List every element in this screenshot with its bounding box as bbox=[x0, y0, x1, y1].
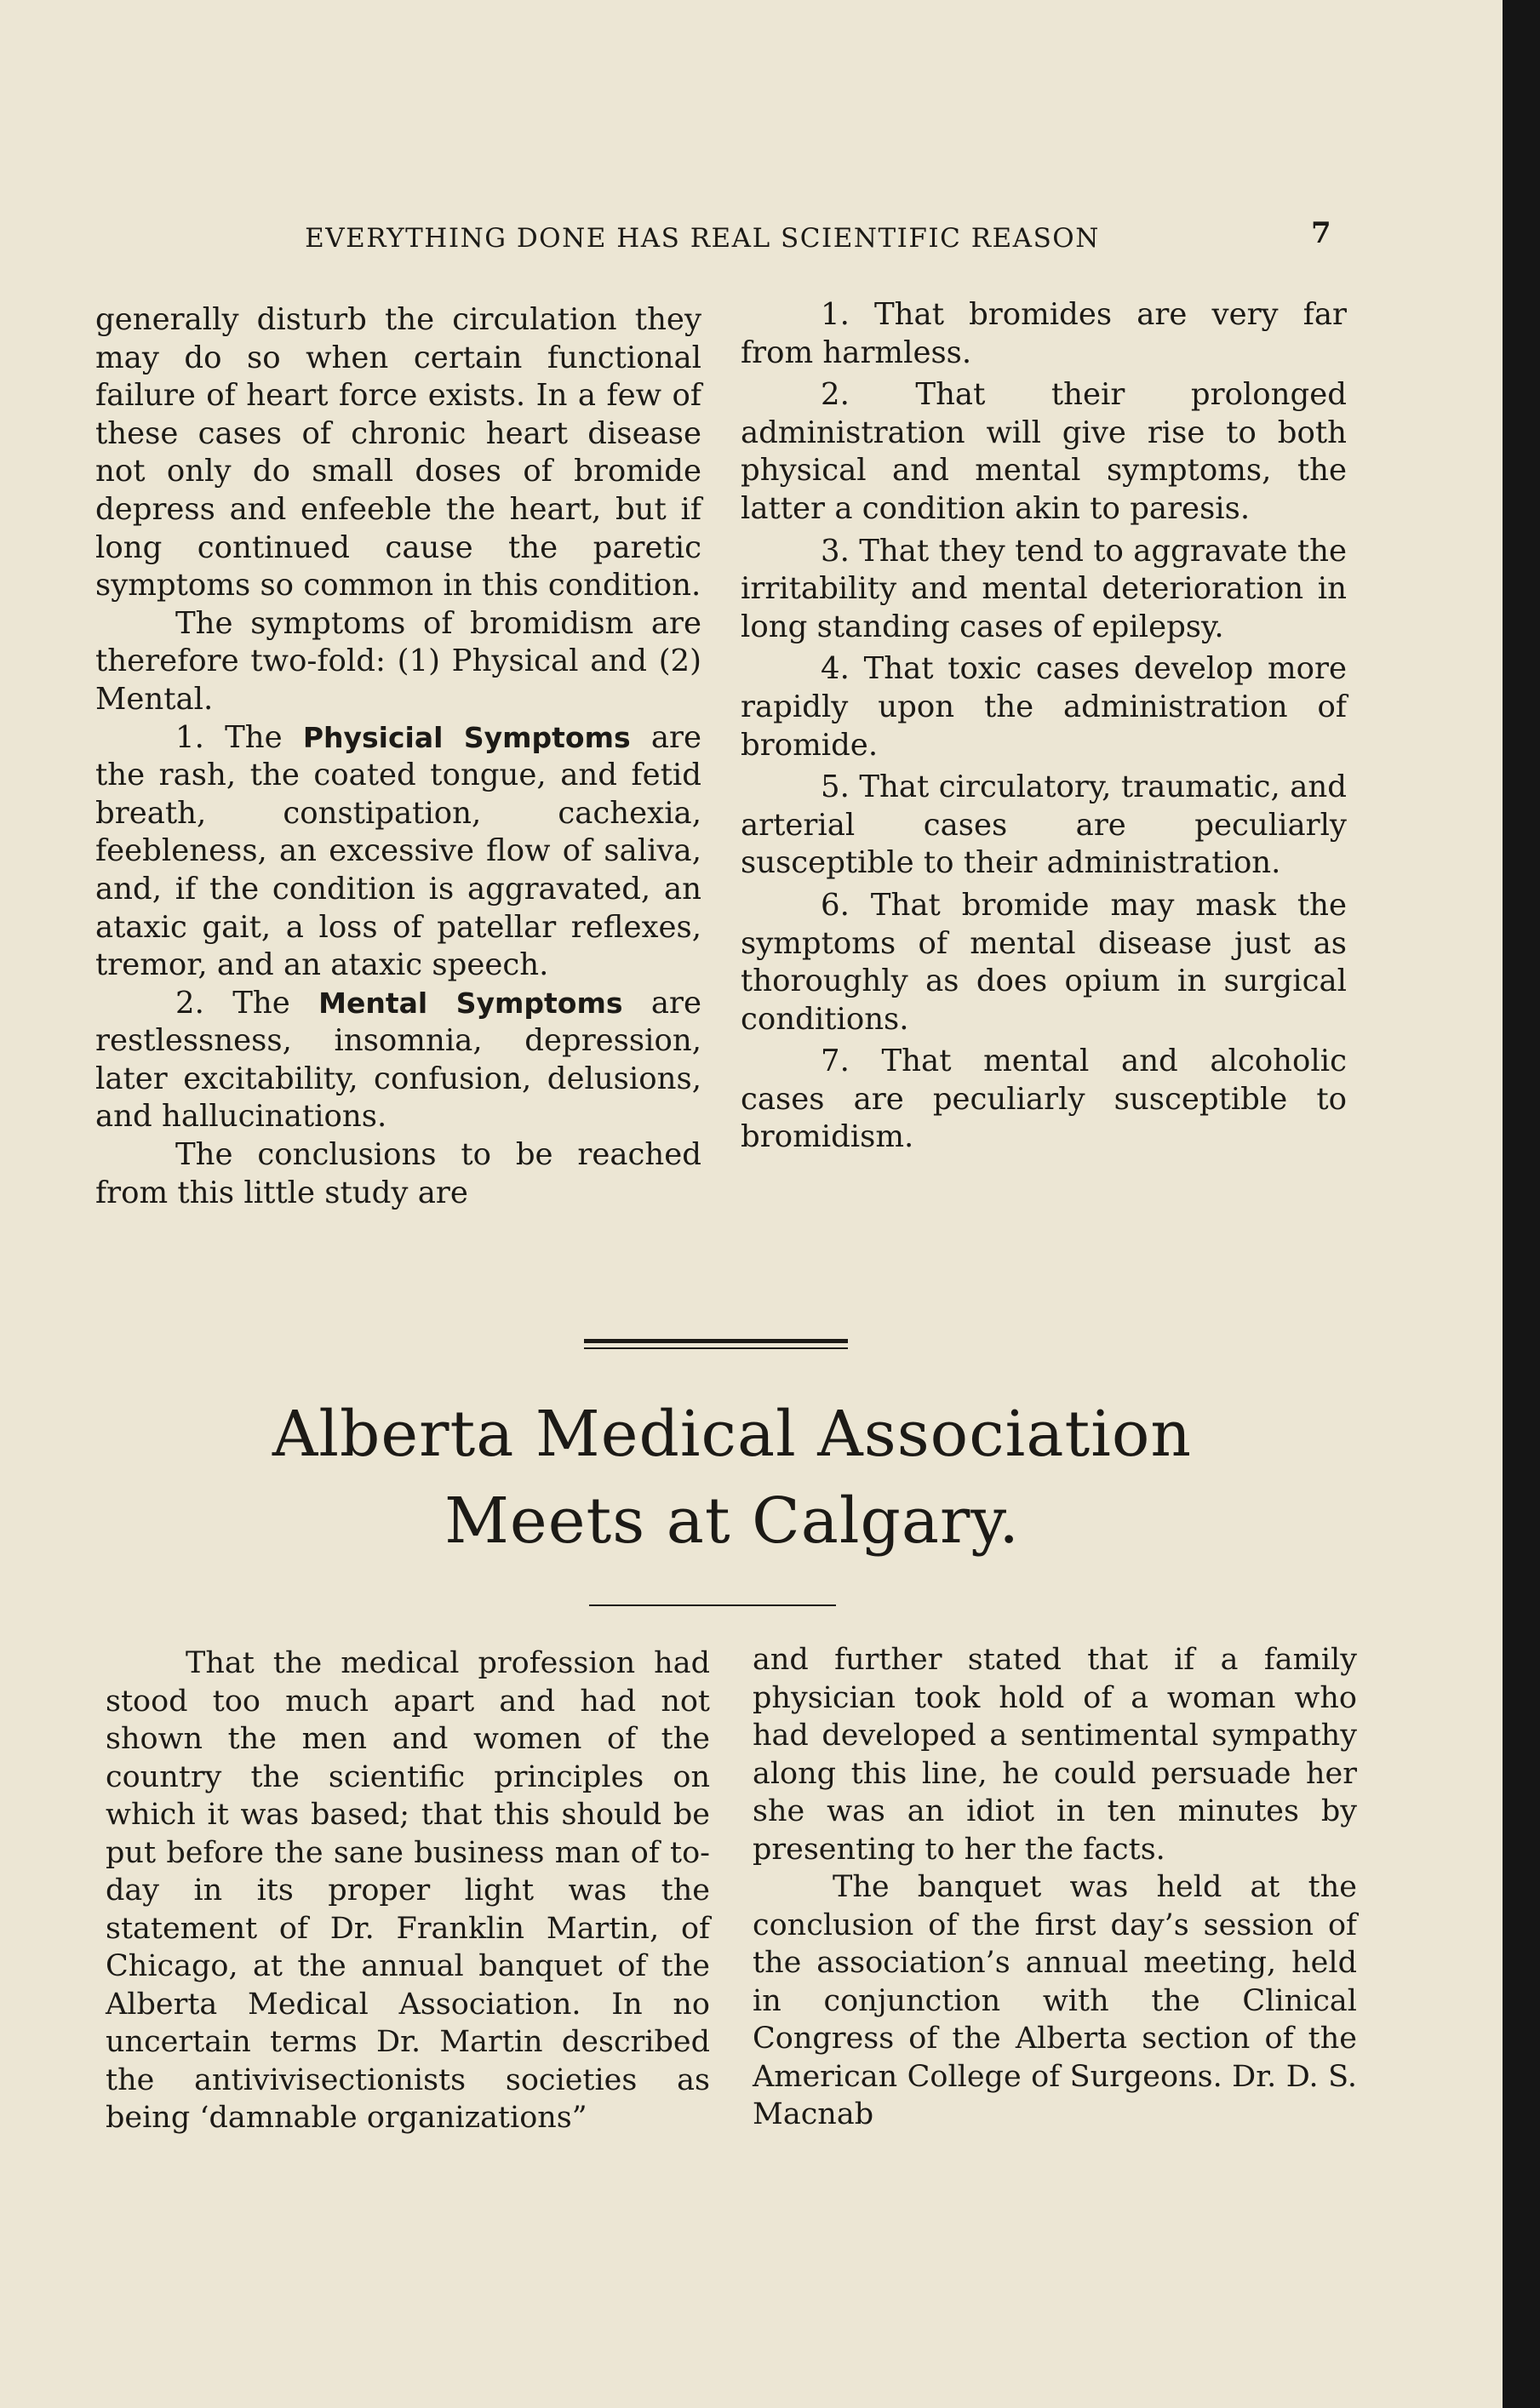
top-right-column-conclusions bbox=[741, 296, 1347, 1161]
conclusion-item: 6. That bromide may mask the symptoms of mental disease just as thoroughly as does opium in surgical conditions. bbox=[741, 887, 1347, 1037]
mental-symptoms-paragraph bbox=[95, 985, 701, 1136]
paragraph: The symptoms of bromidism are therefore two-fold: (1) Physical and (2) Mental. bbox=[95, 605, 701, 717]
top-left-column bbox=[95, 301, 701, 1212]
item-prefix: 2. The bbox=[175, 985, 319, 1021]
conclusion-item: 7. That mental and alcoholic cases are peculiarly susceptible to bromidism. bbox=[741, 1044, 1347, 1155]
page-number: 7 bbox=[1311, 216, 1331, 250]
paragraph: The conclusions to be reached from this little study are bbox=[95, 1137, 701, 1210]
physical-symptoms-paragraph bbox=[95, 719, 701, 985]
paragraph: and further stated that if a family physician took hold of a woman who had developed a sentimental sympathy along this line, he could persuade her she was an idiot in ten minutes by presenting to her the facts. bbox=[753, 1643, 1357, 1867]
scan-background-edge bbox=[1503, 0, 1540, 2408]
article-left-column bbox=[106, 1644, 710, 2137]
running-header-title: EVERYTHING DONE HAS REAL SCIENTIFIC REASON bbox=[305, 223, 1100, 254]
article-right-column bbox=[753, 1641, 1357, 2134]
item-text: are the rash, the coated tongue, and fetid breath, constipation, cachexia, feebleness, an excessive flow of saliva, and, if the condition is aggravated, an ataxic gait, a loss of patellar reflexes, tremor, and an ataxic speech. bbox=[95, 719, 701, 983]
paragraph: That the medical profession had stood too much apart and had not shown the men and women of the country the scientific principles on which it was based; that this should be put before the sane business man of to-day in its proper light was the statement of Dr. Franklin Martin, of Chicago, at the annual banquet of the Alberta Medical Association. In no uncertain terms Dr. Martin described the antivivisectionists societies as being ‘damnable organizations” bbox=[106, 1646, 710, 2135]
conclusion-item: 2. That their prolonged administration will give rise to both physical and mental symptoms, the latter a condition akin to paresis. bbox=[741, 377, 1347, 526]
paragraph: generally disturb the circulation they may do so when certain functional failure of heart force exists. In a few of these cases of chronic heart disease not only do small doses of bromide depress and enfeeble the heart, but if long continued cause the paretic symptoms so common in this condition. bbox=[95, 302, 701, 603]
mental-symptoms-heading: Mental Symptoms bbox=[318, 986, 623, 1020]
item-text: are restlessness, insomnia, depression, later excitability, confusion, delusions, and hallucinations. bbox=[95, 985, 701, 1135]
article-headline-line-2: Meets at Calgary. bbox=[444, 1484, 1020, 1558]
paragraph: The banquet was held at the conclusion of the first day’s session of the association’s annual meeting, held in conjunction with the Clinical Congress of the Alberta section of the American College of Surgeons. Dr. D. S. Macnab bbox=[753, 1870, 1357, 2131]
conclusion-item: 4. That toxic cases develop more rapidly upon the administration of bromide. bbox=[741, 651, 1347, 763]
conclusion-item: 1. That bromides are very far from harmless. bbox=[741, 297, 1347, 370]
article-headline-line-1: Alberta Medical Association bbox=[272, 1398, 1193, 1471]
conclusion-item: 3. That they tend to aggravate the irritability and mental deterioration in long standing cases of epilepsy. bbox=[741, 533, 1347, 644]
conclusion-item: 5. That circulatory, traumatic, and arterial cases are peculiarly susceptible to their administration. bbox=[741, 769, 1347, 881]
physical-symptoms-heading: Physicial Symptoms bbox=[302, 720, 631, 754]
headline-divider-rule bbox=[589, 1604, 836, 1606]
section-divider-double-rule bbox=[584, 1339, 848, 1349]
item-prefix: 1. The bbox=[175, 719, 303, 755]
